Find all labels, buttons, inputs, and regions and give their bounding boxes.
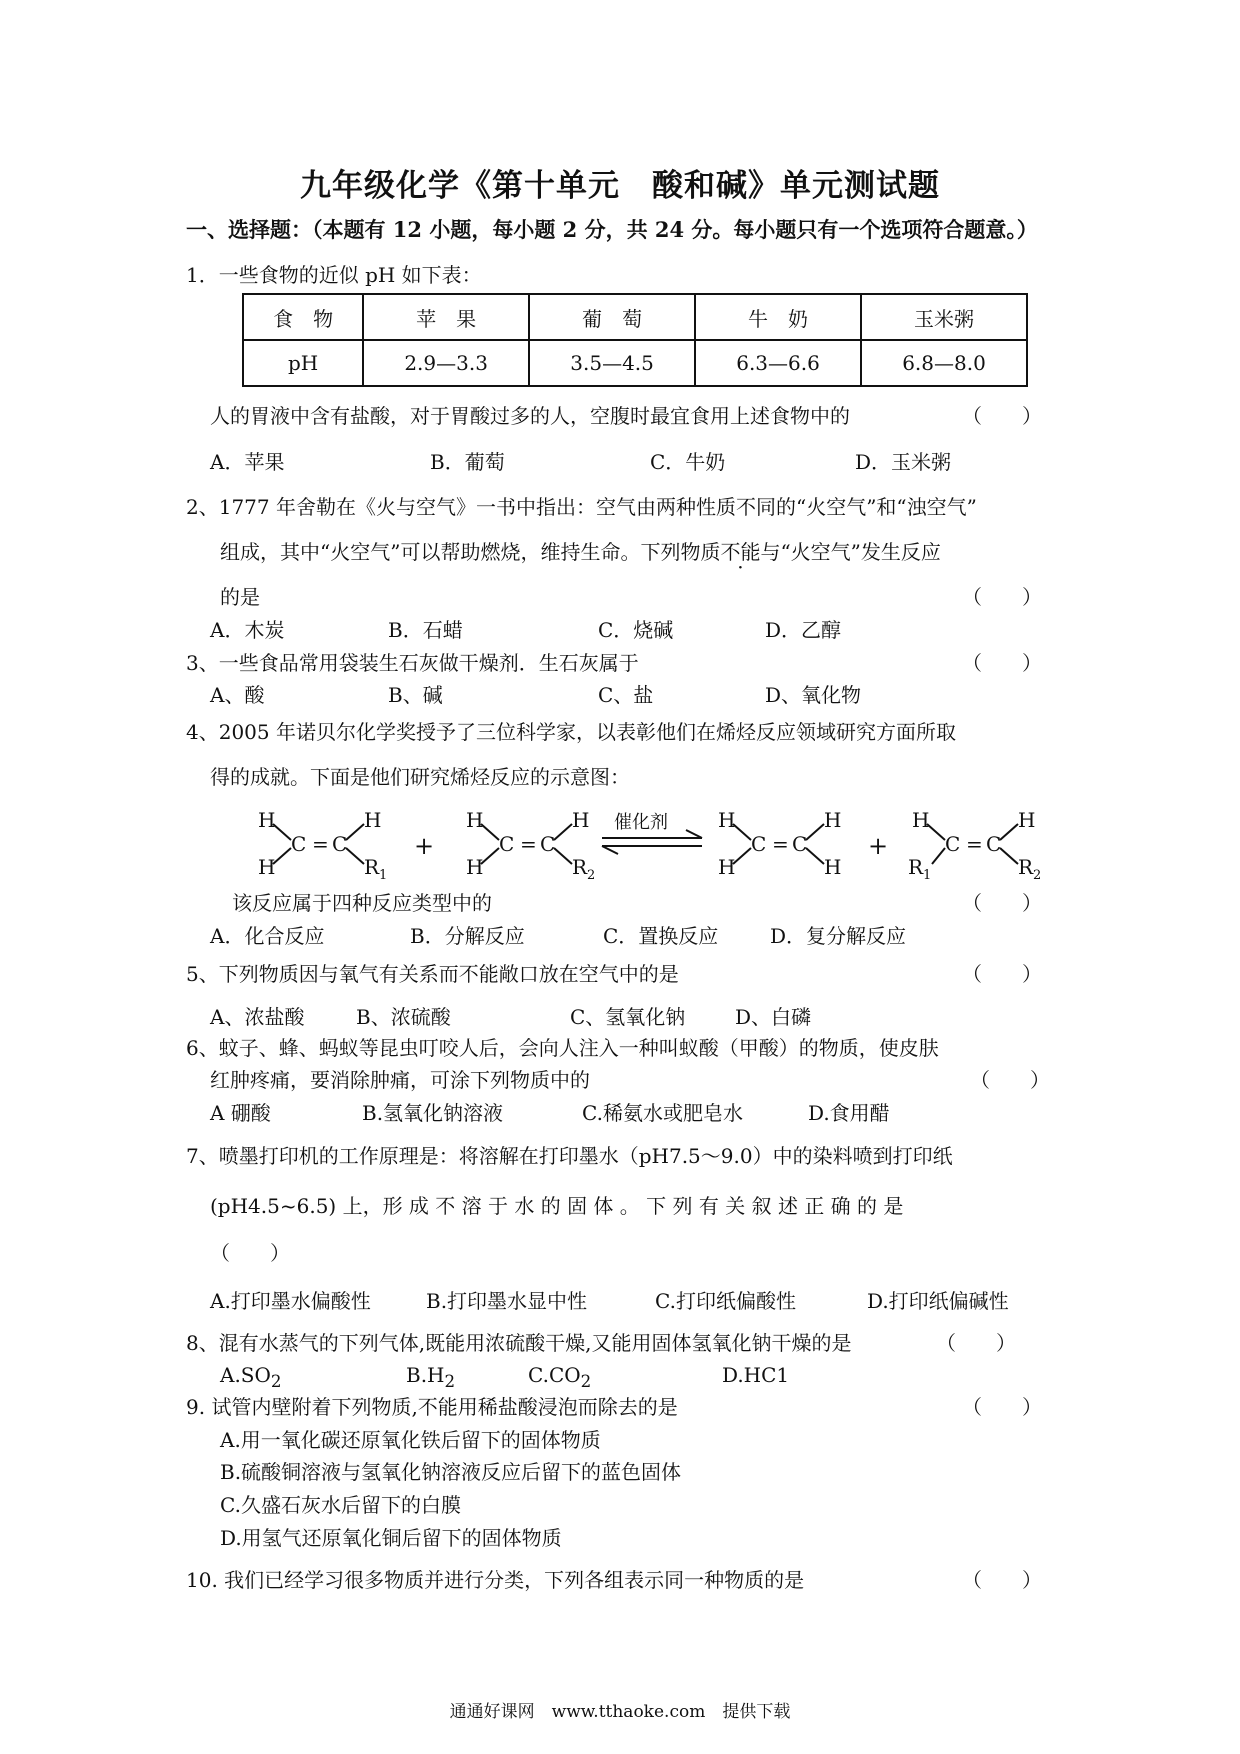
svg-text:H: H	[258, 808, 276, 832]
svg-text:C: C	[986, 832, 1002, 856]
page-footer: 通通好课网 www.tthaoke.com 提供下载	[449, 1702, 791, 1722]
q5-option-a: A、浓盐酸	[210, 1005, 305, 1029]
svg-text:H: H	[718, 808, 736, 832]
svg-text:C: C	[751, 832, 767, 856]
svg-text:C: C	[792, 832, 808, 856]
table-header-cell: 葡 萄	[529, 294, 695, 340]
svg-text:H: H	[572, 808, 590, 832]
answer-blank[interactable]: （ ）	[962, 1568, 1042, 1592]
answer-blank[interactable]: （ ）	[962, 585, 1042, 609]
equilibrium-arrow	[602, 812, 702, 854]
q6-option-a: A 硼酸	[210, 1101, 271, 1125]
q9-stem: 9. 试管内壁附着下列物质,不能用稀盐酸浸泡而除去的是	[186, 1395, 678, 1419]
table-header-cell: 食 物	[243, 294, 363, 340]
svg-text:=: =	[312, 832, 329, 856]
answer-blank[interactable]: （ ）	[970, 1068, 1050, 1092]
svg-text:H: H	[364, 808, 382, 832]
table-row	[243, 340, 1027, 386]
q4-option-c: C．置换反应	[603, 924, 719, 948]
answer-blank[interactable]: （ ）	[962, 651, 1042, 675]
answer-blank[interactable]: （ ）	[962, 404, 1042, 428]
q3-option-c: C、盐	[598, 683, 654, 707]
q4-question: 该反应属于四种反应类型中的	[232, 891, 492, 915]
svg-text:H: H	[466, 808, 484, 832]
svg-text:H: H	[824, 855, 842, 879]
svg-text:1: 1	[379, 868, 388, 883]
q1-option-b: B．葡萄	[430, 450, 505, 474]
q9-option-c: C.久盛石灰水后留下的白膜	[220, 1493, 461, 1517]
q6-option-b: B.氢氧化钠溶液	[362, 1101, 504, 1125]
table-header-cell: 苹 果	[363, 294, 529, 340]
plus-sign: +	[414, 832, 435, 860]
q4-line1: 4、2005 年诺贝尔化学奖授予了三位科学家，以表彰他们在烯烃反应领域研究方面所取	[186, 720, 956, 744]
ph-table	[242, 293, 1028, 387]
svg-text:R: R	[1018, 855, 1034, 879]
section-heading: 一、选择题：（本题有 12 小题，每小题 2 分，共 24 分。每小题只有一个选项符合题意。）	[186, 217, 1038, 242]
q2-option-a: A．木炭	[210, 618, 285, 642]
q5-option-b: B、浓硫酸	[356, 1005, 451, 1029]
table-cell: 3.5—4.5	[529, 340, 695, 386]
answer-blank[interactable]: （ ）	[962, 962, 1042, 986]
molecule-1	[258, 808, 387, 883]
svg-text:H: H	[466, 855, 484, 879]
svg-text:=: =	[520, 832, 537, 856]
page-title: 九年级化学《第十单元 酸和碱》单元测试题	[300, 168, 940, 204]
q2-line2	[220, 539, 941, 565]
q8-option-b: $B.H_2$	[406, 1363, 456, 1391]
svg-text:R: R	[908, 855, 924, 879]
svg-text:R: R	[572, 855, 588, 879]
q2-line1: 2、1777 年舍勒在《火与空气》一书中指出：空气由两种性质不同的“火空气”和“浊空气”	[186, 495, 977, 519]
svg-text:C: C	[945, 832, 961, 856]
q1-question: 人的胃液中含有盐酸，对于胃酸过多的人，空腹时最宜食用上述食物中的	[210, 404, 850, 428]
catalyst-label: 催化剂	[614, 812, 668, 833]
q3-option-d: D、氧化物	[765, 683, 862, 707]
q4-option-a: A．化合反应	[210, 924, 325, 948]
q6-line2: 红肿疼痛，要消除肿痛，可涂下列物质中的	[210, 1068, 590, 1092]
q3-option-a: A、酸	[210, 683, 265, 707]
q8-option-c: $C.CO_2$	[528, 1363, 592, 1391]
q8-option-d: D.HC1	[722, 1363, 790, 1387]
svg-text:2: 2	[587, 868, 596, 883]
table-cell: 6.3—6.6	[695, 340, 861, 386]
q8-option-a: $A.SO_2$	[220, 1363, 282, 1391]
q5-stem: 5、下列物质因与氧气有关系而不能敞口放在空气中的是	[186, 962, 679, 986]
q8-stem: 8、混有水蒸气的下列气体,既能用浓硫酸干燥,又能用固体氢氧化钠干燥的是	[186, 1331, 852, 1355]
q9-option-d: D.用氢气还原氧化铜后留下的固体物质	[220, 1526, 562, 1550]
q7-line1: 7、喷墨打印机的工作原理是：将溶解在打印墨水（pH7.5～9.0）中的染料喷到打印纸	[186, 1144, 953, 1168]
svg-text:C: C	[291, 832, 307, 856]
q7-option-a: A.打印墨水偏酸性	[210, 1289, 371, 1313]
table-header-cell: 玉米粥	[861, 294, 1027, 340]
table-cell: 6.8—8.0	[861, 340, 1027, 386]
q1-option-a: A．苹果	[210, 450, 285, 474]
q7-option-d: D.打印纸偏碱性	[867, 1289, 1009, 1313]
molecule-2	[466, 808, 595, 883]
q2-option-c: C．烧碱	[598, 618, 674, 642]
q7-option-c: C.打印纸偏酸性	[655, 1289, 796, 1313]
q1-option-d: D．玉米粥	[855, 450, 952, 474]
table-row	[243, 294, 1027, 340]
q2-line3: 的是	[220, 585, 260, 609]
q6-option-c: C.稀氨水或肥皂水	[582, 1101, 743, 1125]
answer-blank[interactable]: （ ）	[962, 1395, 1042, 1419]
answer-blank[interactable]: （ ）	[210, 1241, 290, 1265]
q1-stem: 1．一些食物的近似 pH 如下表：	[186, 263, 482, 287]
q7-line2: (pH4.5~6.5) 上，形 成 不 溶 于 水 的 固 体 。 下 列 有 关 叙 述 正 确 的 是	[210, 1194, 904, 1218]
q6-option-d: D.食用醋	[808, 1101, 890, 1125]
q3-stem: 3、一些食品常用袋装生石灰做干燥剂．生石灰属于	[186, 651, 639, 675]
q4-option-d: D．复分解反应	[770, 924, 907, 948]
q2-emphasis: 不能	[720, 540, 761, 564]
svg-text:H: H	[1018, 808, 1036, 832]
plus-sign: +	[868, 832, 889, 860]
q3-option-b: B、碱	[388, 683, 443, 707]
table-cell: 2.9—3.3	[363, 340, 529, 386]
svg-text:H: H	[824, 808, 842, 832]
svg-text:1: 1	[923, 868, 932, 883]
svg-text:R: R	[364, 855, 380, 879]
q5-option-d: D、白磷	[735, 1005, 812, 1029]
q6-line1: 6、蚊子、蜂、蚂蚁等昆虫叮咬人后，会向人注入一种叫蚁酸（甲酸）的物质，使皮肤	[186, 1036, 939, 1060]
q10-stem: 10. 我们已经学习很多物质并进行分类，下列各组表示同一种物质的是	[186, 1568, 805, 1592]
q2-line2-c: 与“火空气”发生反应	[760, 540, 941, 564]
svg-text:H: H	[258, 855, 276, 879]
q2-option-b: B．石蜡	[388, 618, 463, 642]
q5-option-c: C、氢氧化钠	[570, 1005, 686, 1029]
svg-text:C: C	[540, 832, 556, 856]
molecule-3	[718, 808, 841, 879]
answer-blank[interactable]: （ ）	[936, 1331, 1016, 1355]
q2-line2-a: 组成，其中“火空气”可以帮助燃烧，维持生命。下列物质	[220, 540, 721, 564]
q9-option-a: A.用一氧化碳还原氧化铁后留下的固体物质	[220, 1428, 601, 1452]
table-header-cell: 牛 奶	[695, 294, 861, 340]
molecule-4	[908, 808, 1041, 883]
table-cell: pH	[243, 340, 363, 386]
answer-blank[interactable]: （ ）	[962, 891, 1042, 915]
svg-text:H: H	[912, 808, 930, 832]
q9-option-b: B.硫酸铜溶液与氢氧化钠溶液反应后留下的蓝色固体	[220, 1460, 682, 1484]
q4-line2: 得的成就。下面是他们研究烯烃反应的示意图：	[210, 765, 630, 789]
svg-text:2: 2	[1033, 868, 1042, 883]
q1-option-c: C．牛奶	[650, 450, 726, 474]
svg-text:=: =	[966, 832, 983, 856]
q2-option-d: D．乙醇	[765, 618, 842, 642]
svg-text:=: =	[772, 832, 789, 856]
svg-text:C: C	[499, 832, 515, 856]
q4-option-b: B．分解反应	[410, 924, 525, 948]
svg-text:C: C	[332, 832, 348, 856]
svg-text:H: H	[718, 855, 736, 879]
q7-option-b: B.打印墨水显中性	[426, 1289, 588, 1313]
